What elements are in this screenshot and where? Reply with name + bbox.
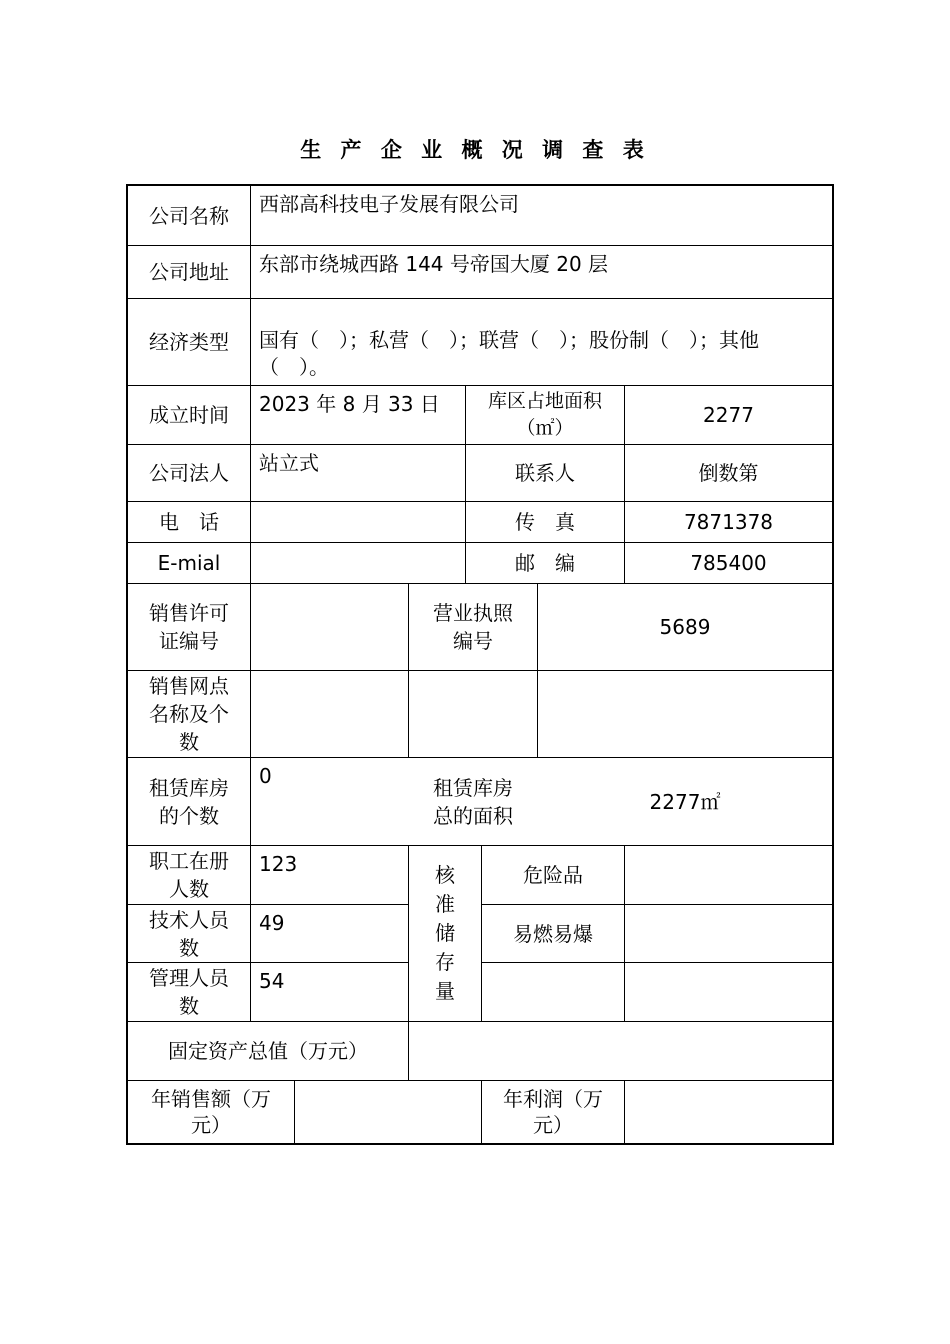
sales-outlets-label: 销售网点名称及个数 (149, 674, 229, 754)
storage-area-value[interactable]: 2277 (703, 403, 754, 427)
approved-storage-item-name: 易燃易爆 (513, 921, 593, 946)
fixed-assets-label: 固定资产总值（万元） (168, 1039, 368, 1063)
staff-total-value[interactable]: 123 (259, 852, 298, 876)
contact-label: 联系人 (515, 461, 575, 485)
economic-type-value[interactable]: 国有（ ）；私营（ ）；联营（ ）；股份制（ ）；其他（ ）。 (259, 328, 759, 379)
annual-profit-value[interactable] (625, 1081, 832, 1143)
established-value[interactable]: 2023 年 8 月 33 日 (259, 392, 440, 416)
company-name-label: 公司名称 (149, 203, 229, 228)
sales-outlets-value[interactable] (251, 671, 832, 757)
annual-sales-label: 年销售额（万元） (151, 1087, 271, 1137)
annual-profit-label: 年利润（万元） (503, 1087, 603, 1137)
phone-label: 电 话 (159, 510, 219, 534)
staff-mgmt-value[interactable]: 54 (259, 969, 285, 993)
approved-storage-item-value[interactable] (625, 963, 832, 1021)
staff-mgmt-label: 管理人员数 (149, 966, 229, 1018)
contact-value[interactable]: 倒数第 (698, 461, 759, 485)
approved-storage-item-name (482, 963, 624, 1021)
staff-tech-label: 技术人员数 (149, 907, 229, 960)
established-label: 成立时间 (149, 403, 229, 427)
sales-license-label: 销售许可证编号 (149, 601, 229, 653)
business-license-value[interactable]: 5689 (659, 615, 711, 639)
economic-type-label: 经济类型 (149, 330, 229, 354)
leased-area-label: 租赁库房总的面积 (433, 775, 513, 828)
approved-storage-item-name: 危险品 (523, 863, 583, 887)
annual-sales-value[interactable] (295, 1081, 481, 1143)
survey-table (126, 184, 834, 1145)
page-title: 生 产 企 业 概 况 调 查 表 (300, 138, 650, 162)
postcode-value[interactable]: 785400 (690, 551, 767, 575)
sales-license-value[interactable] (251, 584, 408, 670)
approved-storage-item-value[interactable] (625, 905, 832, 962)
leased-count-value[interactable]: 0 (259, 764, 272, 788)
staff-tech-value[interactable]: 49 (259, 911, 285, 935)
business-license-label: 营业执照编号 (433, 601, 513, 653)
staff-total-label: 职工在册人数 (149, 849, 229, 901)
leased-count-label: 租赁库房的个数 (149, 775, 229, 828)
email-value[interactable] (251, 543, 465, 583)
approved-storage-label: 核准储存量 (435, 863, 455, 1003)
leased-area-value[interactable]: 2277㎡ (649, 789, 721, 814)
fax-label: 传 真 (515, 510, 575, 534)
legal-person-label: 公司法人 (149, 461, 229, 485)
storage-area-label: 库区占地面积（㎡） (487, 390, 602, 439)
legal-person-value[interactable]: 站立式 (259, 451, 319, 475)
approved-storage-item-value[interactable] (625, 846, 832, 904)
email-label: E-mial (157, 551, 221, 575)
fax-value[interactable]: 7871378 (683, 510, 774, 534)
company-address-value[interactable]: 东部市绕城西路 144 号帝国大厦 20 层 (259, 252, 609, 276)
fixed-assets-value[interactable] (409, 1022, 832, 1080)
postcode-label: 邮 编 (515, 551, 575, 575)
company-name-value[interactable]: 西部高科技电子发展有限公司 (259, 192, 519, 216)
company-address-label: 公司地址 (149, 260, 229, 284)
phone-value[interactable] (251, 502, 465, 542)
